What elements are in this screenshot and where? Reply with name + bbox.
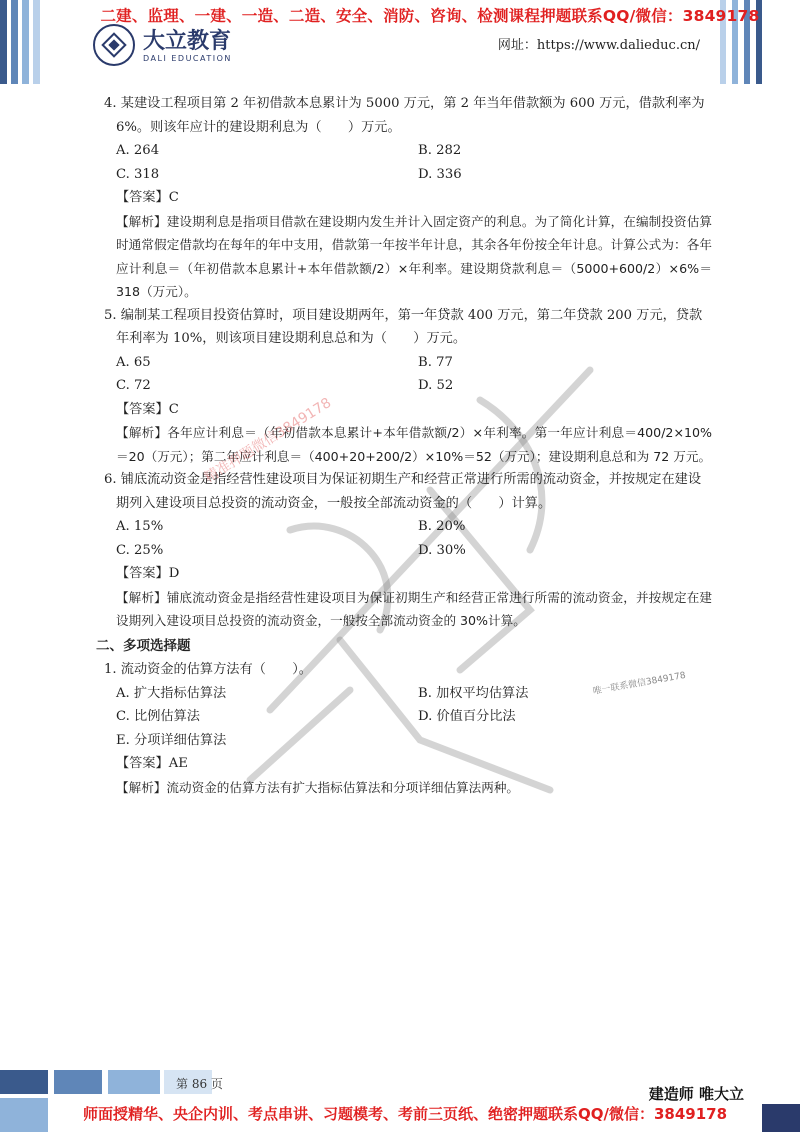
option: B. 282 — [418, 143, 462, 158]
small-watermark: 唯一联系微信3849178 — [592, 670, 687, 698]
decor-bar-bottom — [762, 1104, 800, 1132]
option: B. 20% — [418, 519, 466, 534]
option: A. 65 — [116, 354, 151, 370]
option: B. 77 — [418, 354, 453, 370]
options-grid — [104, 139, 712, 186]
decor-bar-bottom — [0, 1098, 48, 1132]
explanation: 【解析】建设期利息是指项目借款在建设期内发生并计入固定资产的利息。为了简化计算，在编制投资估算时通常假定借款均在每年的年中支用，借款第一年按半年计息，其余各年份按全年计息。计算公式为：各年应计利息＝（年初借款本息累计+本年借款额/2）×年利率。建设期贷款利息＝（5000+600/2）×6%＝318（万元）。 — [116, 213, 712, 299]
explanation: 【解析】各年应计利息＝（年初借款本息累计+本年借款额/2）×年利率。第一年应计利息＝400/2×10%＝20（万元）；第二年应计利息＝（400+20+200/2）×10%＝52（万元）；建设期利息总和为 72 万元。 — [116, 425, 712, 464]
answer: 【答案】C — [116, 190, 179, 205]
question-text: 1. 流动资金的估算方法有（ ）。 — [104, 662, 312, 677]
options-grid — [104, 351, 712, 398]
question-text: 6. 铺底流动资金是指经营性建设项目为保证初期生产和经营正常进行所需的流动资金，并按规定在建设期列入建设项目总投资的流动资金，一般按全部流动资金的（ ）计算。 — [104, 472, 702, 511]
decor-bar-bottom — [0, 1070, 48, 1094]
explanation: 【解析】流动资金的估算方法有扩大指标估算法和分项详细估算法两种。 — [116, 779, 519, 795]
option: A. 264 — [116, 143, 160, 158]
option: A. 15% — [116, 519, 164, 534]
option: D. 30% — [418, 542, 466, 558]
logo-name: 大立教育 — [143, 29, 232, 54]
decor-bar-left — [0, 0, 7, 84]
decor-bar-left — [22, 0, 29, 84]
answer: 【答案】D — [116, 566, 180, 581]
option: D. 价值百分比法 — [418, 709, 516, 724]
page-number: 第 86 页 — [176, 1077, 223, 1091]
option: C. 318 — [116, 166, 160, 182]
option: D. 336 — [418, 166, 462, 182]
question-text: 4. 某建设工程项目第 2 年初借款本息累计为 5000 万元，第 2 年当年借款额为 600 万元，借款利率为 6%。则该年应计的建设期利息为（ ）万元。 — [104, 96, 705, 135]
top-banner: 二建、监理、一建、一造、二造、安全、消防、咨询、检测课程押题联系QQ/微信：3849178 — [100, 7, 760, 25]
section-title: 二、多项选择题 — [96, 637, 191, 654]
decor-bar-bottom — [108, 1070, 160, 1094]
answer: 【答案】C — [116, 401, 179, 417]
logo-subtitle: DALI EDUCATION — [143, 54, 232, 63]
footer-slogan: 建造师 唯大立 — [648, 1085, 744, 1103]
answer: 【答案】AE — [116, 756, 188, 771]
question-text: 5. 编制某工程项目投资估算时，项目建设期两年，第一年贷款 400 万元，第二年贷款 200 万元，贷款年利率为 10%，则该项目建设期利息总和为（ ）万元。 — [104, 307, 703, 346]
option: E. 分项详细估算法 — [116, 732, 227, 748]
options-grid — [104, 515, 712, 562]
explanation: 【解析】铺底流动资金是指经营性建设项目为保证初期生产和经营正常进行所需的流动资金，并按规定在建设期列入建设项目总投资的流动资金，一般按全部流动资金的 30%计算。 — [116, 589, 712, 628]
option: D. 52 — [418, 378, 454, 393]
logo-emblem-icon — [93, 24, 135, 66]
bottom-banner: 师面授精华、央企内训、考点串讲、习题模考、考前三页纸、绝密押题联系QQ/微信：3849178 — [82, 1105, 728, 1123]
option: B. 加权平均估算法 — [418, 685, 529, 701]
document-body — [96, 92, 712, 799]
option: C. 25% — [116, 542, 164, 558]
decor-bar-bottom — [54, 1070, 102, 1094]
option: C. 72 — [116, 378, 151, 393]
option: C. 比例估算法 — [116, 709, 200, 724]
decor-bar-left — [11, 0, 18, 84]
diagonal-watermark: 精准押题微信3849178 — [201, 394, 335, 487]
decor-bar-left — [33, 0, 40, 84]
logo — [93, 24, 343, 68]
option: A. 扩大指标估算法 — [116, 685, 227, 701]
website-url: 网址：https://www.dalieduc.cn/ — [497, 38, 700, 53]
